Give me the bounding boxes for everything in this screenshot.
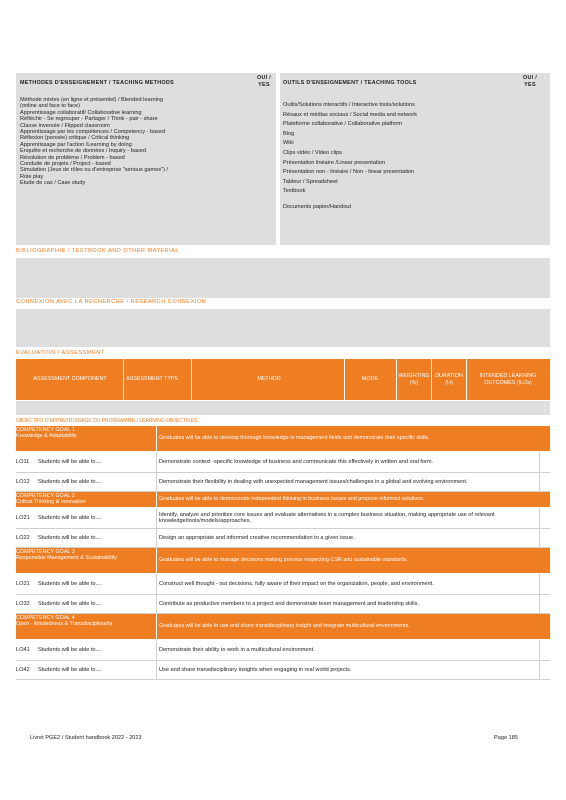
lo-students: Students will be able to.... xyxy=(38,458,102,465)
goal-title xyxy=(16,549,156,561)
tools-header: OUTILS D'ENSEIGNEMENT / TEACHING TOOLS xyxy=(283,80,417,86)
tool-item: Clips vidéo / Video clips xyxy=(283,149,342,156)
lo-divider xyxy=(156,574,157,594)
lo-students: Students will be able to.... xyxy=(38,534,102,541)
method-item: Conduite de projets / Project - based xyxy=(20,161,111,168)
goal-subtitle: Critical Thinking & Innovation xyxy=(16,499,86,506)
lo-description: Use and share transdisciplinary insights when engaging in real world projects. xyxy=(159,666,352,673)
method-item: Apprentissage par les compétences / Competency - based xyxy=(20,129,166,136)
method-item: Réflexion (pensée) critique / Critical thinking xyxy=(20,135,130,142)
header-duration: DURATION (H) xyxy=(435,373,463,386)
goal-title-label: COMPETENCY GOAL 3 xyxy=(16,549,75,555)
header-type: ASSESSMENT TYPE xyxy=(126,376,179,383)
goal-description: Graduates will be able to develop thorough knowledge in management fields and demonstrate their specific skills. xyxy=(159,435,430,442)
method-item: Simulation (Jeux de rôles ou d'entreprise "serious games") / xyxy=(20,167,169,174)
tool-item: Textbook xyxy=(283,188,306,195)
goal-description: Graduates will be able to use and share transdisciplinary insight and integrate multicultural environments. xyxy=(159,623,410,630)
methods-header: METHODES D'ENSEIGNEMENT / TEACHING METHODS xyxy=(20,80,175,86)
method-item: Apprentissage collaboratif/ Collaborative learning xyxy=(20,109,142,116)
teaching-tools-panel xyxy=(280,73,550,245)
lo-end-divider xyxy=(539,529,540,547)
research-title: CONNEXION AVEC LA RECHERCHE / RESEARCH CONNEXION xyxy=(16,299,207,305)
method-item: Réfléchir - Se regrouper - Partager / Think - pair - share xyxy=(20,116,158,123)
header-mode: MODE xyxy=(361,376,379,383)
tool-item: Présentation linéaire /Linear presentation xyxy=(283,159,385,166)
tools-list xyxy=(283,101,543,213)
learning-outcome-row xyxy=(16,529,550,548)
method-item: Méthode mixtes (en ligne et présentiel) / Blended learning xyxy=(20,97,164,103)
lo-students: Students will be able to.... xyxy=(38,478,102,485)
tool-item: Plateforme collaborative / Collaborative platform xyxy=(283,121,403,128)
methods-list xyxy=(20,97,270,187)
objectives-table xyxy=(16,426,550,680)
goal-divider xyxy=(156,548,157,573)
tool-item: Blog xyxy=(283,130,295,137)
goal-subtitle: Responsible Management & Sustainability xyxy=(16,555,117,562)
goal-title xyxy=(16,427,156,439)
tools-yes-header: OUI / YES xyxy=(522,75,538,88)
goal-divider xyxy=(156,426,157,451)
method-item: Etude de cas / Case study xyxy=(20,180,86,187)
lo-students: Students will be able to.... xyxy=(38,514,102,521)
learning-outcome-row xyxy=(16,574,550,595)
objectives-title: OBJECTIFS D'APPRENTISSAGE DU PROGRAMME / LEARNING OBJECTIVES xyxy=(16,418,198,424)
lo-description: Contribute as productive members to a project and demonstrate team management and leadership skills. xyxy=(159,600,419,607)
goal-title-label: COMPETENCY GOAL 4 xyxy=(16,615,75,621)
competency-goal-row xyxy=(16,548,550,574)
competency-goal-row xyxy=(16,492,550,508)
method-item: Enquête et recherche de données / Inquiry - based xyxy=(20,148,146,155)
header-ilos: INTENDED LEARNING OUTCOMES (ILOs) xyxy=(479,373,537,386)
goal-description: Graduates will be able to manage decisions making process respecting CSR and sustainable standards. xyxy=(159,557,408,564)
lo-description: Demonstrate their ability to work in a multicultural environment. xyxy=(159,646,315,653)
learning-outcome-row xyxy=(16,595,550,614)
goal-title xyxy=(16,615,156,627)
method-item: Classe inversée / Flipped classroom xyxy=(20,122,110,129)
method-item: (online and face to face) xyxy=(20,103,81,110)
lo-code: LO22 xyxy=(16,534,30,541)
tool-item: Tableur / Spreadsheet xyxy=(283,178,338,185)
method-item: Apprentissage par l'action /Learning by doing xyxy=(20,141,132,148)
goal-divider xyxy=(156,614,157,639)
lo-description: Construct well thought - out decisions, fully aware of their impact on the organization, people, and environment. xyxy=(159,580,434,587)
tool-item: Résaux et médias sociaux / Social media and network xyxy=(283,111,418,118)
tool-item: Outils/Solutions interactifs / Interactive tools/solutions xyxy=(283,102,415,108)
methods-yes-header: OUI / YES xyxy=(256,75,272,88)
goal-title xyxy=(16,493,156,505)
teaching-methods-panel xyxy=(16,73,276,245)
lo-end-divider xyxy=(539,574,540,594)
footer-right: Page 185 xyxy=(494,735,518,741)
evaluation-title: EVALUATION / ASSESSMENT xyxy=(16,350,105,356)
lo-divider xyxy=(156,508,157,528)
competency-goal-row xyxy=(16,614,550,640)
tool-item: Wiki xyxy=(283,140,294,147)
header-weighting: WEIGHTING (%) xyxy=(398,373,430,386)
competency-goal-row xyxy=(16,426,550,452)
lo-code: LO42 xyxy=(16,666,30,673)
lo-code: LO11 xyxy=(16,458,30,465)
learning-outcome-row xyxy=(16,473,550,492)
assessment-empty-row xyxy=(16,401,550,415)
lo-description: Design an appropriate and informed creative recommendation to a given issue. xyxy=(159,534,355,541)
goal-description: Graduates will be able to demonstrate independent thinking in business issues and propose informed solutions. xyxy=(159,496,425,503)
lo-students: Students will be able to.... xyxy=(38,646,102,653)
lo-end-divider xyxy=(539,595,540,613)
lo-divider xyxy=(156,640,157,660)
lo-description: Demonstrate context -specific knowledge of business and communicate this effectively in written and oral form. xyxy=(159,458,434,465)
learning-outcome-row xyxy=(16,508,550,529)
research-box xyxy=(16,309,550,347)
lo-end-divider xyxy=(539,473,540,491)
lo-code: LO21 xyxy=(16,514,30,521)
lo-divider xyxy=(156,473,157,491)
lo-description: Demonstrate their flexibility in dealing with unexpected management issues/challenges in a global and evolving environment. xyxy=(159,478,468,485)
lo-students: Students will be able to.... xyxy=(38,666,102,673)
lo-end-divider xyxy=(539,452,540,472)
learning-outcome-row xyxy=(16,452,550,473)
bibliography-title: BIBLIOGRAPHIE / TEXTBOOK AND OTHER MATERIAL xyxy=(16,248,180,254)
lo-description: Identify, analyze and prioritize core issues and evaluate alternatives in a complex business situation, making appropriate use of relevant knowledge/tools/models/approaches. xyxy=(159,511,495,524)
header-component: ASSESSMENT COMPONENT xyxy=(33,376,107,383)
goal-title-label: COMPETENCY GOAL 1 xyxy=(16,427,75,433)
method-item: Résolution de problème / Problem - based xyxy=(20,154,125,161)
goal-divider xyxy=(156,492,157,507)
lo-code: LO32 xyxy=(16,600,30,607)
lo-code: LO41 xyxy=(16,646,30,653)
header-method: METHOD xyxy=(257,376,281,383)
goal-subtitle: Knowledge & Adaptability xyxy=(16,433,77,440)
tool-item: Documents papier/Handout xyxy=(283,203,352,210)
lo-students: Students will be able to.... xyxy=(38,580,102,587)
learning-outcome-row xyxy=(16,640,550,661)
bibliography-box xyxy=(16,258,550,298)
lo-students: Students will be able to.... xyxy=(38,600,102,607)
lo-divider xyxy=(156,595,157,613)
goal-subtitle: Open - Mindedness & Transdisciplinarity xyxy=(16,621,113,628)
lo-end-divider xyxy=(539,640,540,660)
goal-title-label: COMPETENCY GOAL 2 xyxy=(16,493,75,499)
learning-outcome-row xyxy=(16,661,550,680)
lo-code: LO31 xyxy=(16,580,30,587)
lo-end-divider xyxy=(539,508,540,528)
tool-item: Présentation non - linéaire / Non - linear presentation xyxy=(283,169,415,176)
footer-left: Livret PGE2 / Student handbook 2022 - 2023 xyxy=(30,735,142,741)
lo-code: LO12 xyxy=(16,478,30,485)
lo-divider xyxy=(156,661,157,679)
method-item: Role play xyxy=(20,173,44,180)
assessment-header-row xyxy=(16,359,550,400)
lo-divider xyxy=(156,529,157,547)
lo-end-divider xyxy=(539,661,540,679)
lo-divider xyxy=(156,452,157,472)
